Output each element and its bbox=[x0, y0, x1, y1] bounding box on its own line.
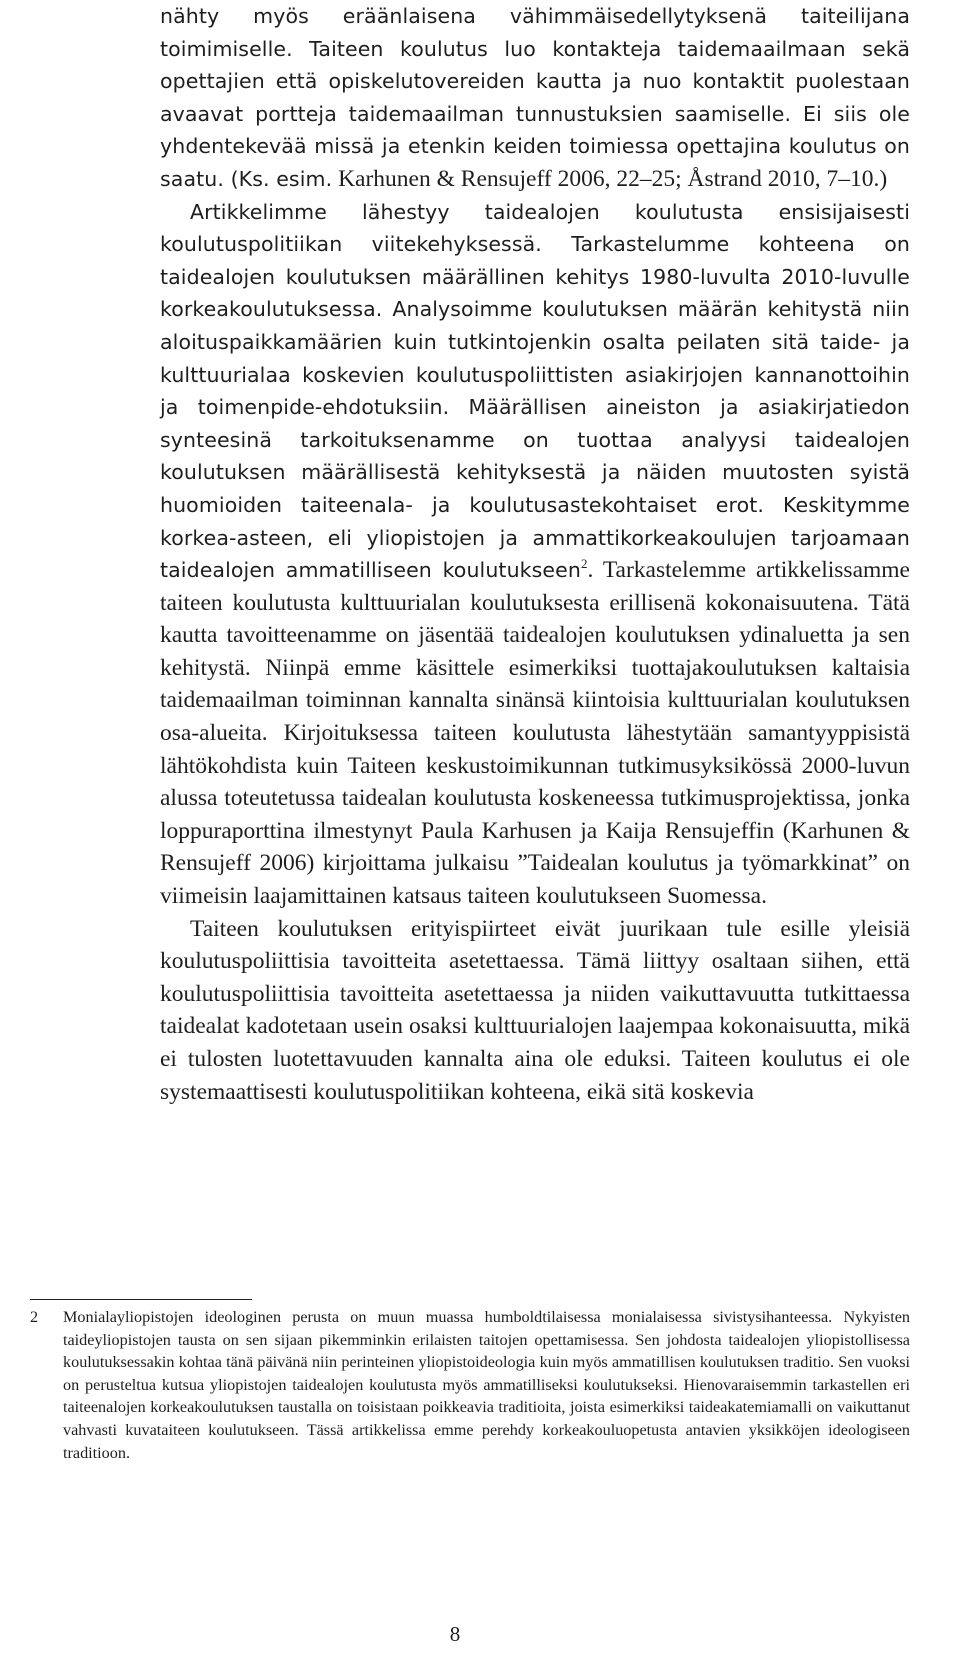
footnote-reference[interactable]: 2 bbox=[580, 556, 588, 572]
footnote-number: 2 bbox=[30, 1308, 39, 1326]
footnote-separator bbox=[30, 1299, 252, 1300]
footnote-text: Monialayliopistojen ideologinen perusta on muun muassa humboldtilaisessa monialaisessa sivistysihanteessa. Nykyisten taideyliopistojen tausta on sen sijaan pikemminkin erilaisten taitojen opettamisessa. Sen johdosta taidealojen yliopistollisessa koulutuksessakin kohtaa tänä päivänä niin perinteinen yliopistoideologia kuin myös ammatillisen koulutuksen traditio. Sen vuoksi on perusteltua kutsua yliopistojen taidealojen koulutusta myös ammatilliseksi koulutukseksi. Hienovaraisemmin tarkastellen eri taiteenalojen korkeakoulutuksen taustalla on toisistaan poikkeavia traditioita, joista esimerkiksi taideakatemiamalli on vaikuttanut vahvasti kuvataiteen koulutukseen. Tässä artikkelissa emme perehdy korkeakouluopetusta antavien yksikköjen ideologiseen traditioon. bbox=[63, 1308, 910, 1462]
body-paragraph-3: Taiteen koulutuksen erityispiirteet eivät juurikaan tule esille yleisiä koulutuspoliittisia tavoitteita asetettaessa. Tämä liittyy osaltaan siihen, että koulutuspoliittisia tavoitteita asetettaessa ja niiden vaikuttavuutta tutkittaessa taidealat kadotetaan usein osaksi kulttuurialojen laajempaa kokonaisuutta, mikä ei tulosten luotettavuuden kannalta aina ole eduksi. Taiteen koulutus ei ole systemaattisesti koulutuspolitiikan kohteena, eikä sitä koskevia bbox=[160, 915, 910, 1105]
paragraph-2-after-footnote: . Tarkastelemme artikkelissamme taiteen koulutusta kulttuurialan koulutuksesta erillisenä kokonaisuutena. Tätä kautta tavoitteenamme on jäsentää taidealojen koulutuksen ydinaluetta ja sen kehitystä. Niinpä emme käsittele esimerkiksi tuottajakoulutuksen kaltaisia taidemaailman toiminnan kannalta sinänsä kiintoisia kulttuurialan koulutuksen osa-alueita. Kirjoituksessa taiteen koulutusta lähestytään samantyyppisistä lähtökohdista kuin Taiteen keskustoimikunnan tutkimusyksikössä 2000-luvun alussa toteutetussa taidealan koulutusta koskeneessa tutkimusprojektissa, jonka loppuraporttina ilmestynyt Paula Karhusen ja Kaija Rensujeffin (Karhunen & Rensujeff 2006) kirjoittama julkaisu ”Taidealan koulutus ja työmarkkinat” on viimeisin laajamittainen katsaus taiteen koulutukseen Suomessa. bbox=[160, 557, 910, 910]
body-paragraph-1 bbox=[160, 0, 910, 196]
paragraph-1-part-1: nähty myös eräänlaisena vähimmäisedellytyksenä taiteilijana toimimiselle. Taiteen koulutus luo kontakteja taidemaailmaan sekä opettajien että opiskelutovereiden kautta ja nuo kontaktit puolestaan avaavat portteja taidemaailman tunnustuksien saamiselle. Ei siis ole yhdentekevää missä ja etenkin keiden toimiessa opettajina koulutus on saatu. (Ks. esim. bbox=[160, 4, 910, 191]
body-paragraph-2 bbox=[160, 196, 910, 913]
paragraph-2-before-footnote: Artikkelimme lähestyy taidealojen koulutusta ensisijaisesti koulutuspolitiikan viitekehyksessä. Tarkastelumme kohteena on taidealojen koulutuksen määrällinen kehitys 1980-luvulta 2010-luvulle korkeakoulutuksessa. Analysoimme koulutuksen määrän kehitystä niin aloituspaikkamäärien kuin tutkintojenkin osalta peilaten sitä taide- ja kulttuurialaa koskevien koulutuspoliittisten asiakirjojen kannanottoihin ja toimenpide-ehdotuksiin. Määrällisen aineiston ja asiakirjatiedon synteesinä tarkoituksenamme on tuottaa analyysi taidealojen koulutuksen määrällisestä kehityksestä ja näiden muutosten syistä huomioiden taiteenala- ja koulutusastekohtaiset erot. Keskitymme korkea-asteen, eli yliopistojen ja ammattikorkeakoulujen tarjoamaan taidealojen ammatilliseen koulutukseen bbox=[160, 199, 910, 583]
body-text bbox=[160, 0, 910, 1108]
footnote bbox=[30, 1306, 910, 1464]
paragraph-1-part-2: Karhunen & Rensujeff 2006, 22–25; Åstrand 2010, 7–10.) bbox=[332, 165, 888, 192]
page-number: 8 bbox=[449, 1622, 461, 1646]
